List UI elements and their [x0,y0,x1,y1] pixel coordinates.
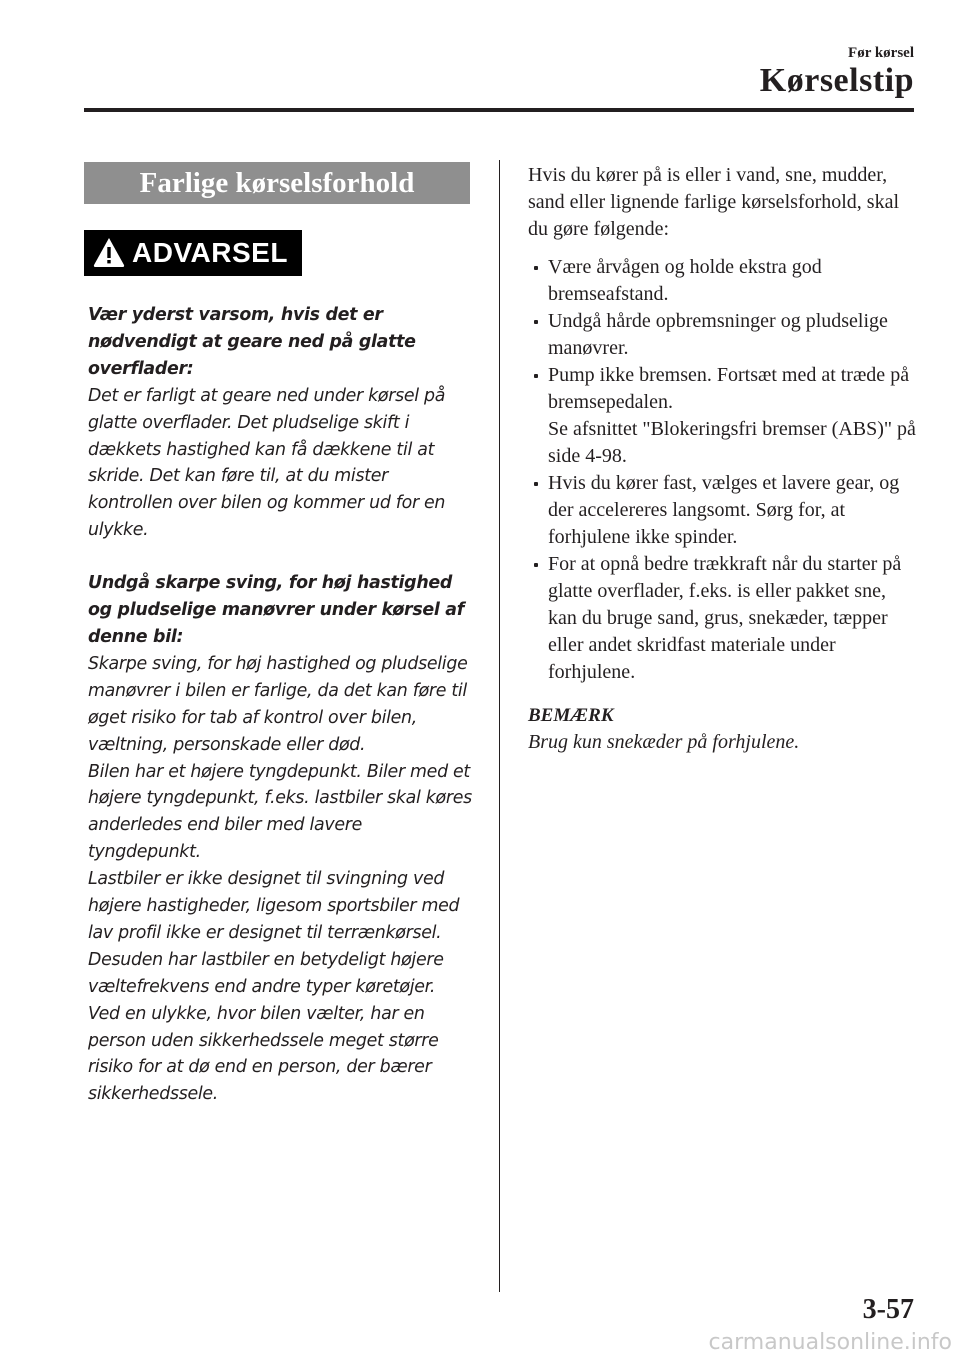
column-divider [499,160,500,1292]
warning-paragraph: Bilen har et højere tyngdepunkt. Biler med et højere tyngdepunkt, f.eks. lastbiler skal køres anderledes end biler med lavere tyngdepunkt. [88,761,472,863]
cross-reference: Se afsnittet "Blokeringsfri bremser (ABS)" på side 4-98. [548,418,916,467]
note-title: BEMÆRK [528,705,614,726]
warning-paragraph: Lastbiler er ikke designet til svingning ved højere hastigheder, ligesom sportsbiler med lav profil ikke er designet til terrænkørsel. [88,869,460,943]
header-rule [84,108,914,112]
bullet-icon [534,320,538,324]
note-text: Brug kun snekæder på forhjulene. [528,731,800,753]
warning-banner [84,230,302,276]
chapter-label: Før kørsel [848,45,914,61]
warning-heading-sharp-turns: Undgå skarpe sving, for høj hastighed og pludselige manøvrer under kørsel af denne bil: [88,573,464,647]
list-item: Være årvågen og holde ekstra god bremseafstand. [528,254,918,308]
section-title: Farlige kørselsforhold [84,162,470,204]
bullet-icon [534,374,538,378]
list-item: Hvis du kører fast, vælges et lavere gear, og der accelereres langsomt. Sørg for, at forhjulene ikke spinder. [528,470,918,551]
bullet-icon [534,266,538,270]
instructions-column [528,162,918,756]
warning-label: ADVARSEL [132,237,288,268]
instruction-list [528,254,918,686]
warning-paragraph: Det er farligt at geare ned under kørsel på glatte overflader. Det pludselige skift i dækkets hastighed kan få dækkene til at skride. Det kan føre til, at du mister kontrollen over bilen og kommer ud for en ulykke. [88,385,446,541]
bullet-icon [534,482,538,486]
watermark-url: carmanualsonline.info [708,1330,952,1355]
page-number: 3-57 [862,1294,914,1325]
list-item: Undgå hårde opbremsninger og pludselige manøvrer. [528,308,918,362]
warning-paragraph: Skarpe sving, for høj hastighed og pludselige manøvrer i bilen er farlige, da det kan føre til øget risiko for tab af kontrol over bilen, væltning, personskade eller død. [88,653,468,755]
bullet-icon [534,563,538,567]
warning-triangle-icon [92,236,126,268]
list-item: Pump ikke bremsen. Fortsæt med at træde på bremsepedalen. Se afsnittet "Blokeringsfri bremser (ABS)" på side 4-98. [528,362,918,470]
warning-heading-downshift: Vær yderst varsom, hvis det er nødvendigt at geare ned på glatte overflader: [88,305,416,379]
page-header-title: Kørselstip [759,62,914,99]
warning-paragraph: Desuden har lastbiler en betydeligt højere væltefrekvens end andre typer køretøjer. Ved en ulykke, hvor bilen vælter, har en person uden sikkerhedssele meget større risiko for at dø end en person, der bærer sikkerhedssele. [88,949,444,1105]
list-item: For at opnå bedre trækkraft når du starter på glatte overflader, f.eks. is eller pakket sne, kan du bruge sand, grus, snekæder, tæpper eller andet skridfast materiale under forhjulene. [528,551,918,686]
intro-paragraph: Hvis du kører på is eller i vand, sne, mudder, sand eller lignende farlige kørselsforhold, skal du gøre følgende: [528,164,899,240]
warning-text-column [88,302,472,1108]
